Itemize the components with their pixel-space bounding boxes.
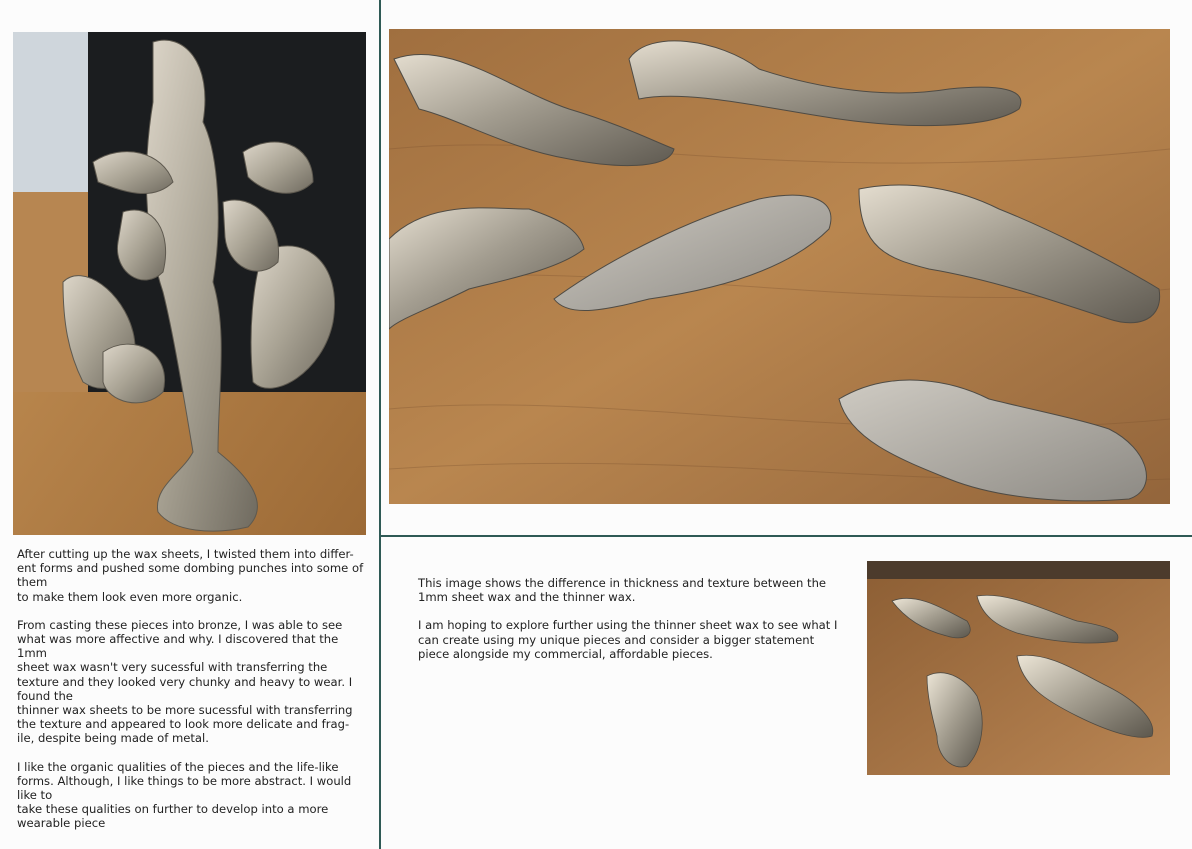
middle-description	[418, 576, 848, 675]
bronze-pieces-photo	[389, 29, 1170, 504]
left-paragraph-3: I like the organic qualities of the pieces and the life-like forms. Although, I like things to be more abstract. I would like to take these qualities on further to develop into a more wearable piece	[17, 759, 352, 831]
left-paragraph-2: From casting these pieces into bronze, I was able to see what was more affective and why. I discovered that the 1mm sheet wax wasn't very sucessful with transferring the texture and they looked very chunky and heavy to wear. I found the thinner wax sheets to be more sucessful with transferring the texture and appeared to look more delicate and frag- ile, despite being made of metal.	[17, 617, 353, 746]
vertical-divider	[379, 0, 381, 849]
middle-paragraph-1: This image shows the difference in thickness and texture between the 1mm sheet wax and the thinner wax.	[418, 576, 827, 605]
left-paragraph-1: After cutting up the wax sheets, I twisted them into differ- ent forms and pushed some dombing punches into some of them to make them look even more organic.	[17, 547, 364, 604]
left-description	[17, 547, 369, 845]
middle-paragraph-2: I am hoping to explore further using the thinner sheet wax to see what I can create using my unique pieces and consider a bigger statement piece alongside my commercial, affordable pieces.	[418, 618, 838, 661]
horizontal-divider	[381, 535, 1192, 537]
sculpture-photo	[13, 32, 366, 535]
thin-wax-pieces-photo	[867, 561, 1170, 775]
